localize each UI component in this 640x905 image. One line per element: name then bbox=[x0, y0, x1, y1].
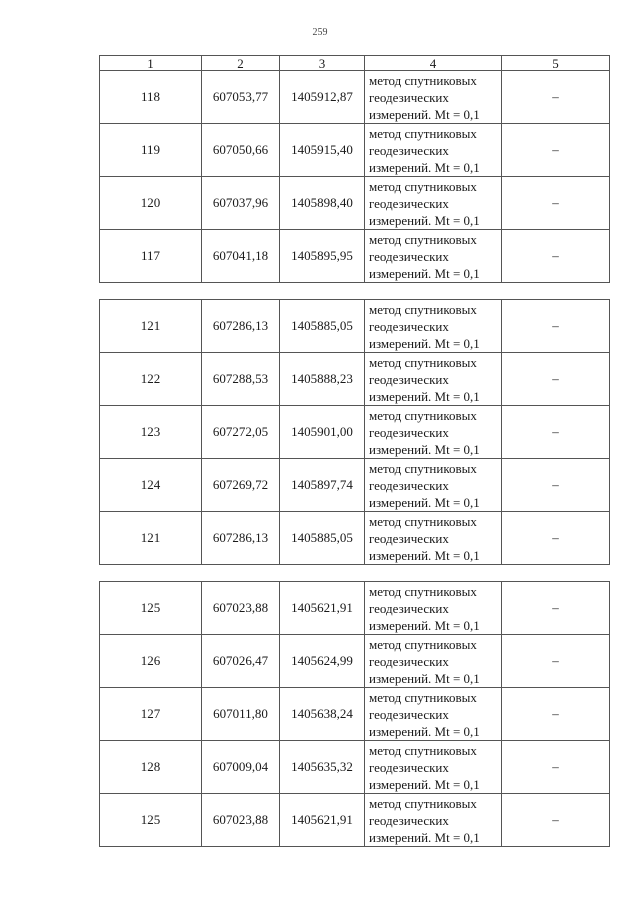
method-line: измерений. Mt = 0,1 bbox=[369, 670, 480, 686]
method-line: метод спутниковых bbox=[369, 178, 477, 194]
point-number-cell: 119 bbox=[100, 124, 202, 177]
page-number: 259 bbox=[312, 27, 328, 38]
note-cell: – bbox=[502, 71, 610, 124]
y-coordinate-cell: 1405895,95 bbox=[280, 230, 365, 283]
group-separator-row bbox=[100, 283, 610, 300]
x-coordinate-cell: 607286,13 bbox=[202, 512, 280, 565]
method-line: измерений. Mt = 0,1 bbox=[369, 723, 480, 739]
method-cell bbox=[365, 741, 502, 794]
point-number-cell: 121 bbox=[100, 512, 202, 565]
x-coordinate-cell: 607037,96 bbox=[202, 177, 280, 230]
method-line: метод спутниковых bbox=[369, 583, 477, 599]
x-coordinate-cell: 607011,80 bbox=[202, 688, 280, 741]
column-header-4: 4 bbox=[365, 56, 502, 71]
y-coordinate-cell: 1405898,40 bbox=[280, 177, 365, 230]
x-coordinate-cell: 607041,18 bbox=[202, 230, 280, 283]
method-line: измерений. Mt = 0,1 bbox=[369, 212, 480, 228]
method-line: метод спутниковых bbox=[369, 125, 477, 141]
note-cell: – bbox=[502, 688, 610, 741]
x-coordinate-cell: 607286,13 bbox=[202, 300, 280, 353]
method-line: метод спутниковых bbox=[369, 795, 477, 811]
method-line: геодезических bbox=[369, 759, 449, 775]
method-line: геодезических bbox=[369, 812, 449, 828]
point-number-cell: 124 bbox=[100, 459, 202, 512]
y-coordinate-cell: 1405912,87 bbox=[280, 71, 365, 124]
method-line: метод спутниковых bbox=[369, 231, 477, 247]
method-cell bbox=[365, 582, 502, 635]
note-cell: – bbox=[502, 794, 610, 847]
table-row bbox=[100, 459, 610, 512]
table-row bbox=[100, 177, 610, 230]
method-line: метод спутниковых bbox=[369, 72, 477, 88]
point-number-cell: 117 bbox=[100, 230, 202, 283]
note-cell: – bbox=[502, 300, 610, 353]
table-row bbox=[100, 688, 610, 741]
x-coordinate-cell: 607053,77 bbox=[202, 71, 280, 124]
method-line: геодезических bbox=[369, 530, 449, 546]
x-coordinate-cell: 607023,88 bbox=[202, 794, 280, 847]
table-row bbox=[100, 300, 610, 353]
method-cell bbox=[365, 635, 502, 688]
y-coordinate-cell: 1405897,74 bbox=[280, 459, 365, 512]
method-line: геодезических bbox=[369, 424, 449, 440]
note-cell: – bbox=[502, 353, 610, 406]
method-line: измерений. Mt = 0,1 bbox=[369, 547, 480, 563]
method-cell bbox=[365, 794, 502, 847]
method-line: метод спутниковых bbox=[369, 354, 477, 370]
x-coordinate-cell: 607026,47 bbox=[202, 635, 280, 688]
method-line: геодезических bbox=[369, 195, 449, 211]
table-row bbox=[100, 406, 610, 459]
method-line: метод спутниковых bbox=[369, 636, 477, 652]
y-coordinate-cell: 1405885,05 bbox=[280, 512, 365, 565]
table-body bbox=[100, 71, 610, 847]
point-number-cell: 118 bbox=[100, 71, 202, 124]
method-line: геодезических bbox=[369, 477, 449, 493]
note-cell: – bbox=[502, 635, 610, 688]
group-separator-cell bbox=[100, 283, 610, 300]
method-line: метод спутниковых bbox=[369, 742, 477, 758]
note-cell: – bbox=[502, 582, 610, 635]
point-number-cell: 125 bbox=[100, 794, 202, 847]
method-cell bbox=[365, 177, 502, 230]
group-separator-row bbox=[100, 565, 610, 582]
column-header-2: 2 bbox=[202, 56, 280, 71]
method-cell bbox=[365, 688, 502, 741]
method-line: измерений. Mt = 0,1 bbox=[369, 159, 480, 175]
method-cell bbox=[365, 300, 502, 353]
y-coordinate-cell: 1405624,99 bbox=[280, 635, 365, 688]
note-cell: – bbox=[502, 741, 610, 794]
y-coordinate-cell: 1405885,05 bbox=[280, 300, 365, 353]
y-coordinate-cell: 1405901,00 bbox=[280, 406, 365, 459]
y-coordinate-cell: 1405621,91 bbox=[280, 794, 365, 847]
y-coordinate-cell: 1405635,32 bbox=[280, 741, 365, 794]
point-number-cell: 127 bbox=[100, 688, 202, 741]
method-cell bbox=[365, 406, 502, 459]
column-header-1: 1 bbox=[100, 56, 202, 71]
method-line: измерений. Mt = 0,1 bbox=[369, 776, 480, 792]
table-row bbox=[100, 124, 610, 177]
method-line: измерений. Mt = 0,1 bbox=[369, 388, 480, 404]
note-cell: – bbox=[502, 512, 610, 565]
method-cell bbox=[365, 71, 502, 124]
x-coordinate-cell: 607272,05 bbox=[202, 406, 280, 459]
note-cell: – bbox=[502, 230, 610, 283]
note-cell: – bbox=[502, 177, 610, 230]
method-line: метод спутниковых bbox=[369, 513, 477, 529]
method-cell bbox=[365, 124, 502, 177]
method-line: метод спутниковых bbox=[369, 460, 477, 476]
column-header-3: 3 bbox=[280, 56, 365, 71]
note-cell: – bbox=[502, 459, 610, 512]
note-cell: – bbox=[502, 124, 610, 177]
method-line: геодезических bbox=[369, 142, 449, 158]
method-line: измерений. Mt = 0,1 bbox=[369, 494, 480, 510]
x-coordinate-cell: 607269,72 bbox=[202, 459, 280, 512]
method-cell bbox=[365, 512, 502, 565]
method-line: геодезических bbox=[369, 653, 449, 669]
coordinates-table bbox=[99, 55, 610, 847]
point-number-cell: 128 bbox=[100, 741, 202, 794]
method-line: измерений. Mt = 0,1 bbox=[369, 265, 480, 281]
note-cell: – bbox=[502, 406, 610, 459]
table-row bbox=[100, 512, 610, 565]
table-header-row bbox=[100, 56, 610, 71]
y-coordinate-cell: 1405638,24 bbox=[280, 688, 365, 741]
point-number-cell: 120 bbox=[100, 177, 202, 230]
table-row bbox=[100, 582, 610, 635]
method-line: метод спутниковых bbox=[369, 407, 477, 423]
group-separator-cell bbox=[100, 565, 610, 582]
method-cell bbox=[365, 353, 502, 406]
table-row bbox=[100, 71, 610, 124]
method-line: измерений. Mt = 0,1 bbox=[369, 106, 480, 122]
method-line: измерений. Mt = 0,1 bbox=[369, 335, 480, 351]
y-coordinate-cell: 1405621,91 bbox=[280, 582, 365, 635]
method-line: геодезических bbox=[369, 706, 449, 722]
method-cell bbox=[365, 459, 502, 512]
method-line: измерений. Mt = 0,1 bbox=[369, 829, 480, 845]
table-row bbox=[100, 794, 610, 847]
table-row bbox=[100, 635, 610, 688]
table-row bbox=[100, 741, 610, 794]
column-header-5: 5 bbox=[502, 56, 610, 71]
y-coordinate-cell: 1405888,23 bbox=[280, 353, 365, 406]
method-line: геодезических bbox=[369, 89, 449, 105]
method-line: геодезических bbox=[369, 600, 449, 616]
method-line: геодезических bbox=[369, 248, 449, 264]
x-coordinate-cell: 607023,88 bbox=[202, 582, 280, 635]
y-coordinate-cell: 1405915,40 bbox=[280, 124, 365, 177]
point-number-cell: 123 bbox=[100, 406, 202, 459]
method-cell bbox=[365, 230, 502, 283]
method-line: геодезических bbox=[369, 318, 449, 334]
x-coordinate-cell: 607288,53 bbox=[202, 353, 280, 406]
point-number-cell: 126 bbox=[100, 635, 202, 688]
method-line: измерений. Mt = 0,1 bbox=[369, 441, 480, 457]
method-line: измерений. Mt = 0,1 bbox=[369, 617, 480, 633]
point-number-cell: 122 bbox=[100, 353, 202, 406]
x-coordinate-cell: 607050,66 bbox=[202, 124, 280, 177]
x-coordinate-cell: 607009,04 bbox=[202, 741, 280, 794]
table-row bbox=[100, 230, 610, 283]
method-line: геодезических bbox=[369, 371, 449, 387]
method-line: метод спутниковых bbox=[369, 689, 477, 705]
point-number-cell: 121 bbox=[100, 300, 202, 353]
point-number-cell: 125 bbox=[100, 582, 202, 635]
table-row bbox=[100, 353, 610, 406]
method-line: метод спутниковых bbox=[369, 301, 477, 317]
